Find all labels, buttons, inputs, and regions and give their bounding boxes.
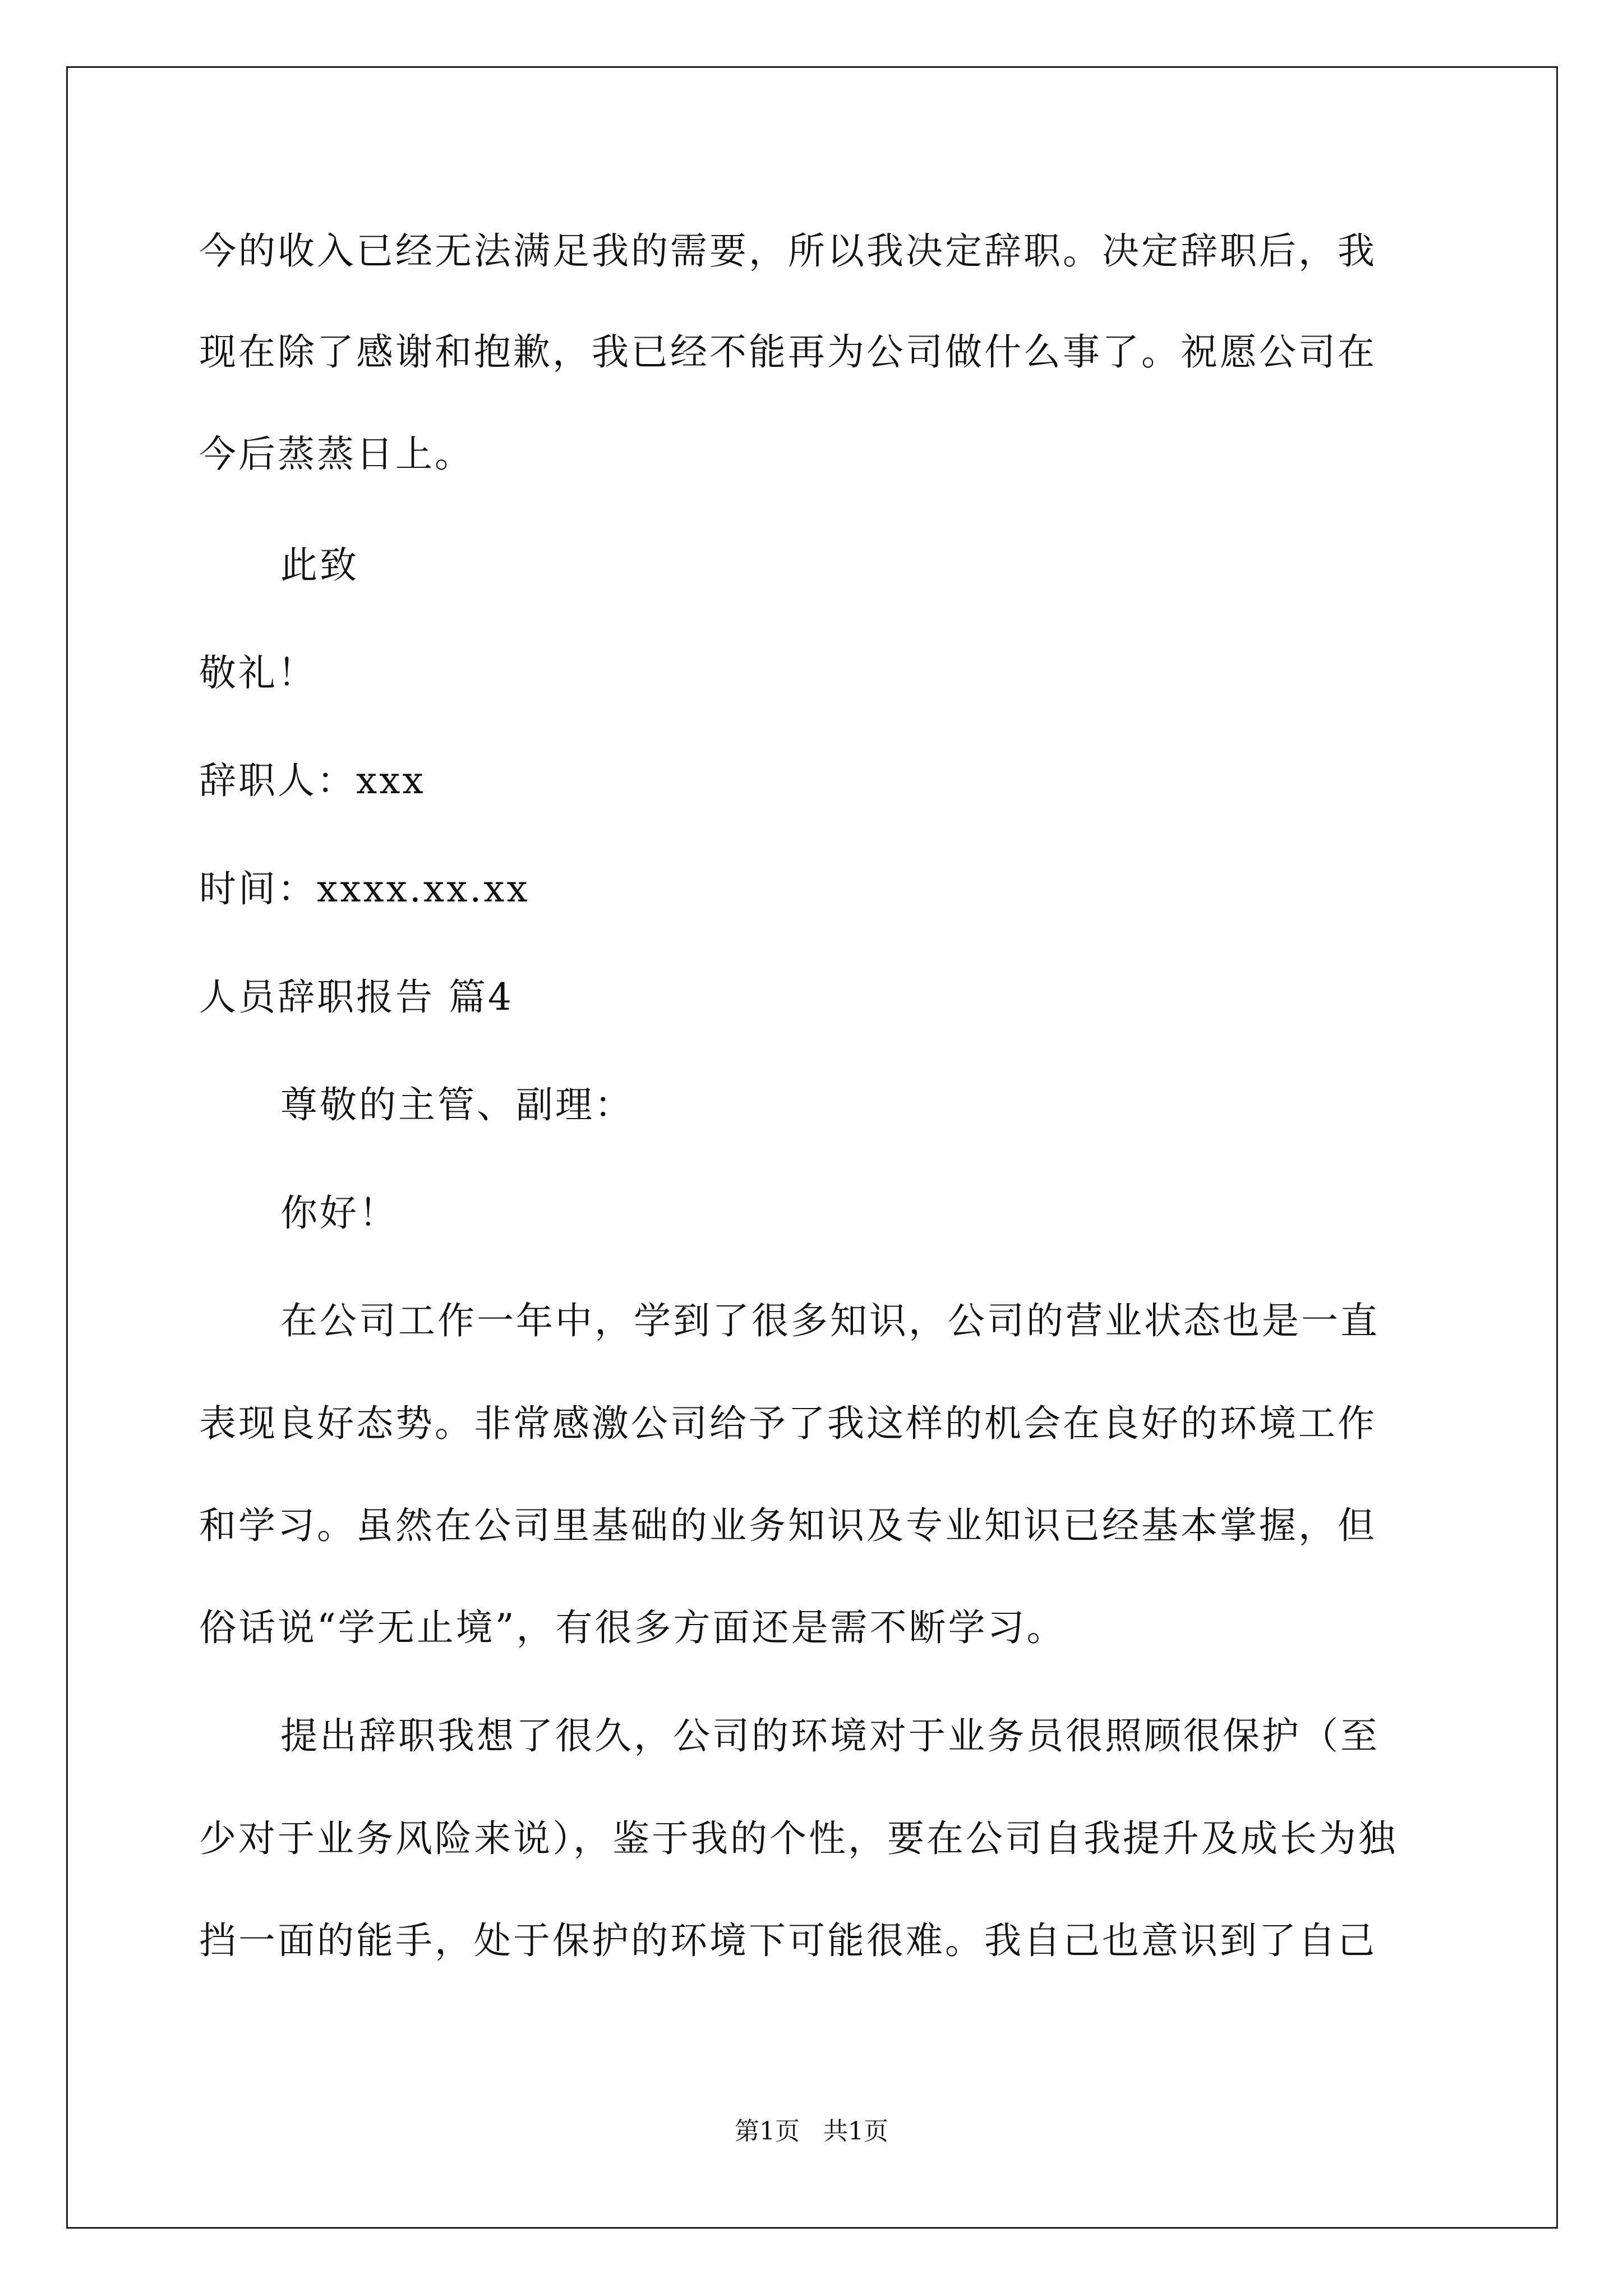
paragraph-2-line-3: 挡一面的能手，处于保护的环境下可能很难。我自己也意识到了自己 xyxy=(199,1919,1377,1962)
greeting-hello: 你好！ xyxy=(280,1191,398,1235)
body-line-3: 今后蒸蒸日上。 xyxy=(199,432,474,476)
date-line: 时间：xxxx.xx.xx xyxy=(199,867,530,910)
body-line-1: 今的收入已经无法满足我的需要，所以我决定辞职。决定辞职后，我 xyxy=(199,229,1377,273)
paragraph-1-line-1: 在公司工作一年中，学到了很多知识，公司的营业状态也是一直 xyxy=(280,1299,1380,1342)
closing-salutation: 此致 xyxy=(280,544,359,587)
paragraph-2-line-2: 少对于业务风险来说），鉴于我的个性，要在公司自我提升及成长为独 xyxy=(199,1817,1398,1860)
section-heading: 人员辞职报告 篇4 xyxy=(199,976,514,1019)
page-footer xyxy=(0,2116,1623,2147)
page-number: 第1页 xyxy=(735,2117,800,2146)
resigner-name: 辞职人：xxx xyxy=(199,759,426,802)
body-line-2: 现在除了感谢和抱歉，我已经不能再为公司做什么事了。祝愿公司在 xyxy=(199,330,1377,374)
closing-regards: 敬礼！ xyxy=(199,651,317,694)
page-total: 共1页 xyxy=(823,2117,888,2146)
paragraph-1-line-2: 表现良好态势。非常感激公司给予了我这样的机会在良好的环境工作 xyxy=(199,1402,1377,1445)
greeting-addressee: 尊敬的主管、副理： xyxy=(280,1083,634,1126)
paragraph-1-line-4: 俗话说“学无止境”，有很多方面还是需不断学习。 xyxy=(199,1606,1066,1649)
page-border xyxy=(66,66,1558,2229)
paragraph-2-line-1: 提出辞职我想了很久，公司的环境对于业务员很照顾很保护（至 xyxy=(280,1714,1380,1757)
paragraph-1-line-3: 和学习。虽然在公司里基础的业务知识及专业知识已经基本掌握，但 xyxy=(199,1504,1377,1547)
